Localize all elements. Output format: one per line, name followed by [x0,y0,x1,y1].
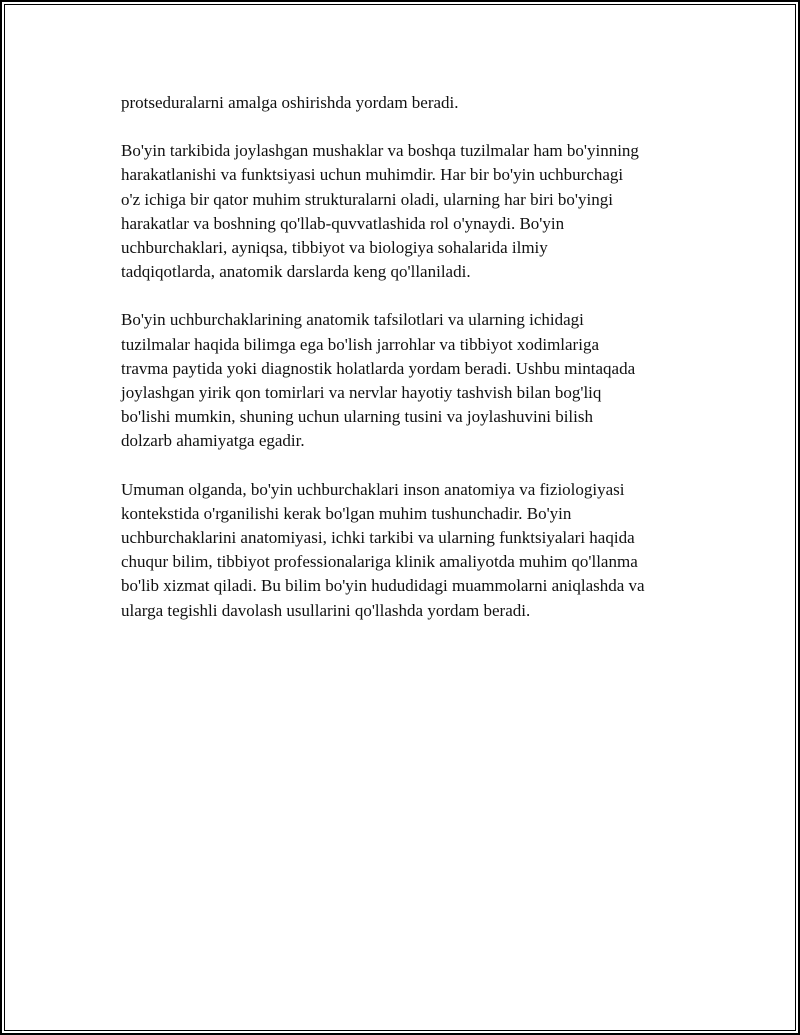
text-line: protseduralarni amalga oshirishda yordam beradi. [121,93,459,112]
text-line: harakatlanishi va funktsiyasi uchun muhimdir. Har bir bo'yin uchburchagi [121,165,624,185]
text-line: kontekstida o'rganilishi kerak bo'lgan muhim tushunchadir. Bo'yin [121,503,572,523]
text-line: bo'lib xizmat qiladi. Bu bilim bo'yin hududidagi muammolarni aniqlashda va [121,576,645,596]
text-line: dolzarb ahamiyatga egadir. [121,431,305,451]
text-line: harakatlar va boshning qo'llab-quvvatlashida rol o'ynaydi. Bo'yin [121,213,565,233]
text-line: bo'lishi mumkin, shuning uchun ularning tusini va joylashuvini bilish [121,407,593,427]
paragraph-3 [121,308,701,453]
text-line: joylashgan yirik qon tomirlari va nervlar hayotiy tashvish bilan bog'liq [121,383,602,403]
paragraph-4 [121,478,701,623]
paragraph-1 [121,91,701,115]
text-line: Bo'yin uchburchaklarining anatomik tafsilotlari va ularning ichidagi [121,310,584,330]
paragraph-2 [121,139,701,284]
text-line: tuzilmalar haqida bilimga ega bo'lish jarrohlar va tibbiyot xodimlariga [121,334,599,354]
text-line: ularga tegishli davolash usullarini qo'llashda yordam beradi. [121,600,531,620]
text-line: Bo'yin tarkibida joylashgan mushaklar va boshqa tuzilmalar ham bo'yinning [121,141,639,161]
text-line: o'z ichiga bir qator muhim strukturalarni oladi, ularning har biri bo'yingi [121,189,613,209]
text-line: uchburchaklarini anatomiyasi, ichki tarkibi va ularning funktsiyalari haqida [121,528,635,548]
document-body [121,91,701,647]
text-line: chuqur bilim, tibbiyot professionalariga klinik amaliyotda muhim qo'llanma [121,552,638,572]
text-line: travma paytida yoki diagnostik holatlarda yordam beradi. Ushbu mintaqada [121,358,636,378]
text-line: tadqiqotlarda, anatomik darslarda keng qo'llaniladi. [121,262,471,282]
text-line: Umuman olganda, bo'yin uchburchaklari inson anatomiya va fiziologiyasi [121,479,625,499]
text-line: uchburchaklari, ayniqsa, tibbiyot va biologiya sohalarida ilmiy [121,238,548,258]
